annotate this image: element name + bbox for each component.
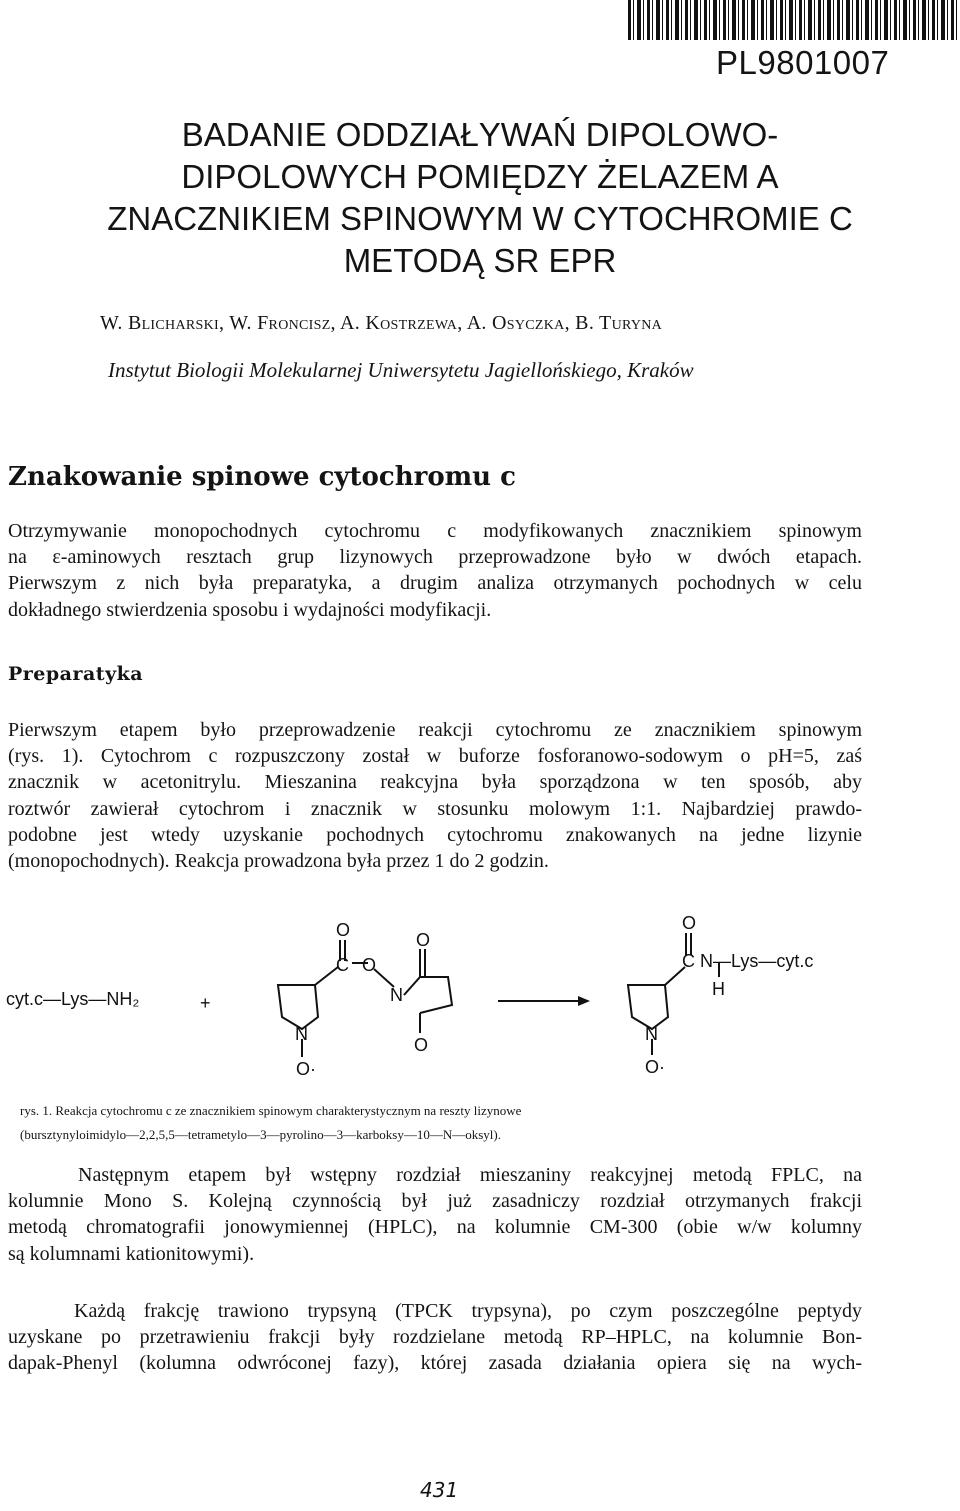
- barcode: [628, 0, 960, 40]
- document-id: PL9801007: [716, 44, 890, 81]
- atom-label: O: [414, 1035, 429, 1055]
- atom-label: O: [416, 930, 431, 950]
- paragraph: [8, 717, 862, 874]
- paragraph-line: Każdą frakcję trawiono trypsyną (TPCK trypsyna), po czym poszczególne peptydy: [74, 1300, 862, 1322]
- paragraph-line: są kolumnami kationitowymi).: [8, 1242, 255, 1265]
- subsection-heading: Preparatyka: [8, 663, 144, 685]
- caption-line: rys. 1. Reakcja cytochromu c ze znacznikiem spinowym charakterystycznym na reszty lizynowe: [20, 1103, 522, 1118]
- pyrroline-ring-1: [278, 985, 318, 1029]
- title-line: BADANIE ODDZIAŁYWAŃ DIPOLOWO-: [181, 116, 779, 153]
- paragraph-line: Pierwszym etapem było przeprowadzenie reakcji cytochromu ze znacznikiem spinowym: [8, 719, 862, 741]
- product-chain: N—Lys—cyt.c: [700, 951, 814, 971]
- paragraph-line: kolumnie Mono S. Kolejną czynnością był już zasadniczy rozdział otrzymanych frakcji: [8, 1190, 862, 1213]
- paragraph-line: Otrzymywanie monopochodnych cytochromu c modyfikowanych znacznikiem spinowym: [8, 520, 862, 542]
- plus-sign: +: [200, 993, 211, 1013]
- paragraph-line: dokładnego stwierdzenia sposobu i wydajności modyfikacji.: [8, 598, 492, 621]
- atom-label: O: [336, 920, 351, 940]
- paragraph-line: uzyskane po przetrawieniu frakcji były rozdzielane metodą RP–HPLC, na kolumnie Bon-: [8, 1326, 862, 1349]
- paragraph: [8, 518, 862, 623]
- atom-label: N: [645, 1024, 658, 1044]
- affiliation: Instytut Biologii Molekularnej Uniwersytetu Jagiellońskiego, Kraków: [108, 358, 694, 382]
- paragraph-line: Pierwszym z nich była preparatyka, a drugim analiza otrzymanych pochodnych w celu: [8, 572, 862, 595]
- atom-label: O·: [645, 1057, 665, 1077]
- atom-label: N: [390, 985, 403, 1005]
- paper-title: [0, 114, 960, 282]
- paragraph-line: podobne jest wtedy uzyskanie pochodnych cytochromu znakowanych na jedne lizynie: [8, 823, 862, 846]
- atom-label: H: [712, 979, 725, 999]
- paragraph-line: (rys. 1). Cytochrom c rozpuszczony został w buforze fosforanowo-sodowym o pH=5, zaś: [8, 745, 862, 768]
- atom-label: N: [295, 1024, 308, 1044]
- paragraph: [8, 1162, 862, 1267]
- title-line: METODĄ SR EPR: [343, 242, 617, 279]
- title-line: ZNACZNIKIEM SPINOWYM W CYTOCHROMIE C: [107, 200, 853, 237]
- arrow-head: [578, 996, 590, 1006]
- paragraph-line: na ε-aminowych resztach grup lizynowych przeprowadzone było w dwóch etapach.: [8, 546, 862, 569]
- paragraph-line: roztwór zawierał cytochrom i znacznik w stosunku molowym 1:1. Najbardziej prawdo-: [8, 797, 862, 820]
- paragraph: [8, 1298, 862, 1377]
- authors: W. Blicharski, W. Froncisz, A. Kostrzewa, A. Osyczka, B. Turyna: [100, 312, 663, 334]
- reaction-scheme: [0, 905, 960, 1095]
- succinimide-ring: [404, 977, 452, 1013]
- atom-label: O: [682, 913, 697, 933]
- paragraph-line: (monopochodnych). Reakcja prowadzona była przez 1 do 2 godzin.: [8, 850, 549, 873]
- atom-label: C: [682, 951, 695, 971]
- caption-line: (bursztynyloimidylo—2,2,5,5—tetrametylo—3—pyrolino—3—karboksy—10—N—oksyl).: [20, 1127, 501, 1142]
- reactant-label: cyt.c—Lys—NH₂: [6, 989, 140, 1009]
- bond: [315, 967, 338, 985]
- title-line: DIPOLOWYCH POMIĘDZY ŻELAZEM A: [181, 158, 779, 195]
- figure-caption: [20, 1099, 521, 1147]
- paragraph-line: znacznik w acetonitrylu. Mieszanina reakcyjna była sporządzona w ten sposób, aby: [8, 771, 862, 794]
- paragraph-line: metodą chromatografii jonowymiennej (HPLC), na kolumnie CM-300 (obie w/w kolumny: [8, 1216, 862, 1239]
- pyrroline-ring-2: [628, 985, 668, 1029]
- paragraph-line: dapak-Phenyl (kolumna odwróconej fazy), której zasada działania opiera się na wych-: [8, 1352, 862, 1375]
- atom-label: O: [362, 955, 377, 975]
- page-number: 431: [420, 1478, 459, 1502]
- section-heading: Znakowanie spinowe cytochromu c: [8, 462, 516, 492]
- paragraph-line: Następnym etapem był wstępny rozdział mieszaniny reakcyjnej metodą FPLC, na: [78, 1164, 862, 1186]
- atom-label: O·: [296, 1059, 316, 1079]
- atom-label: C: [336, 955, 349, 975]
